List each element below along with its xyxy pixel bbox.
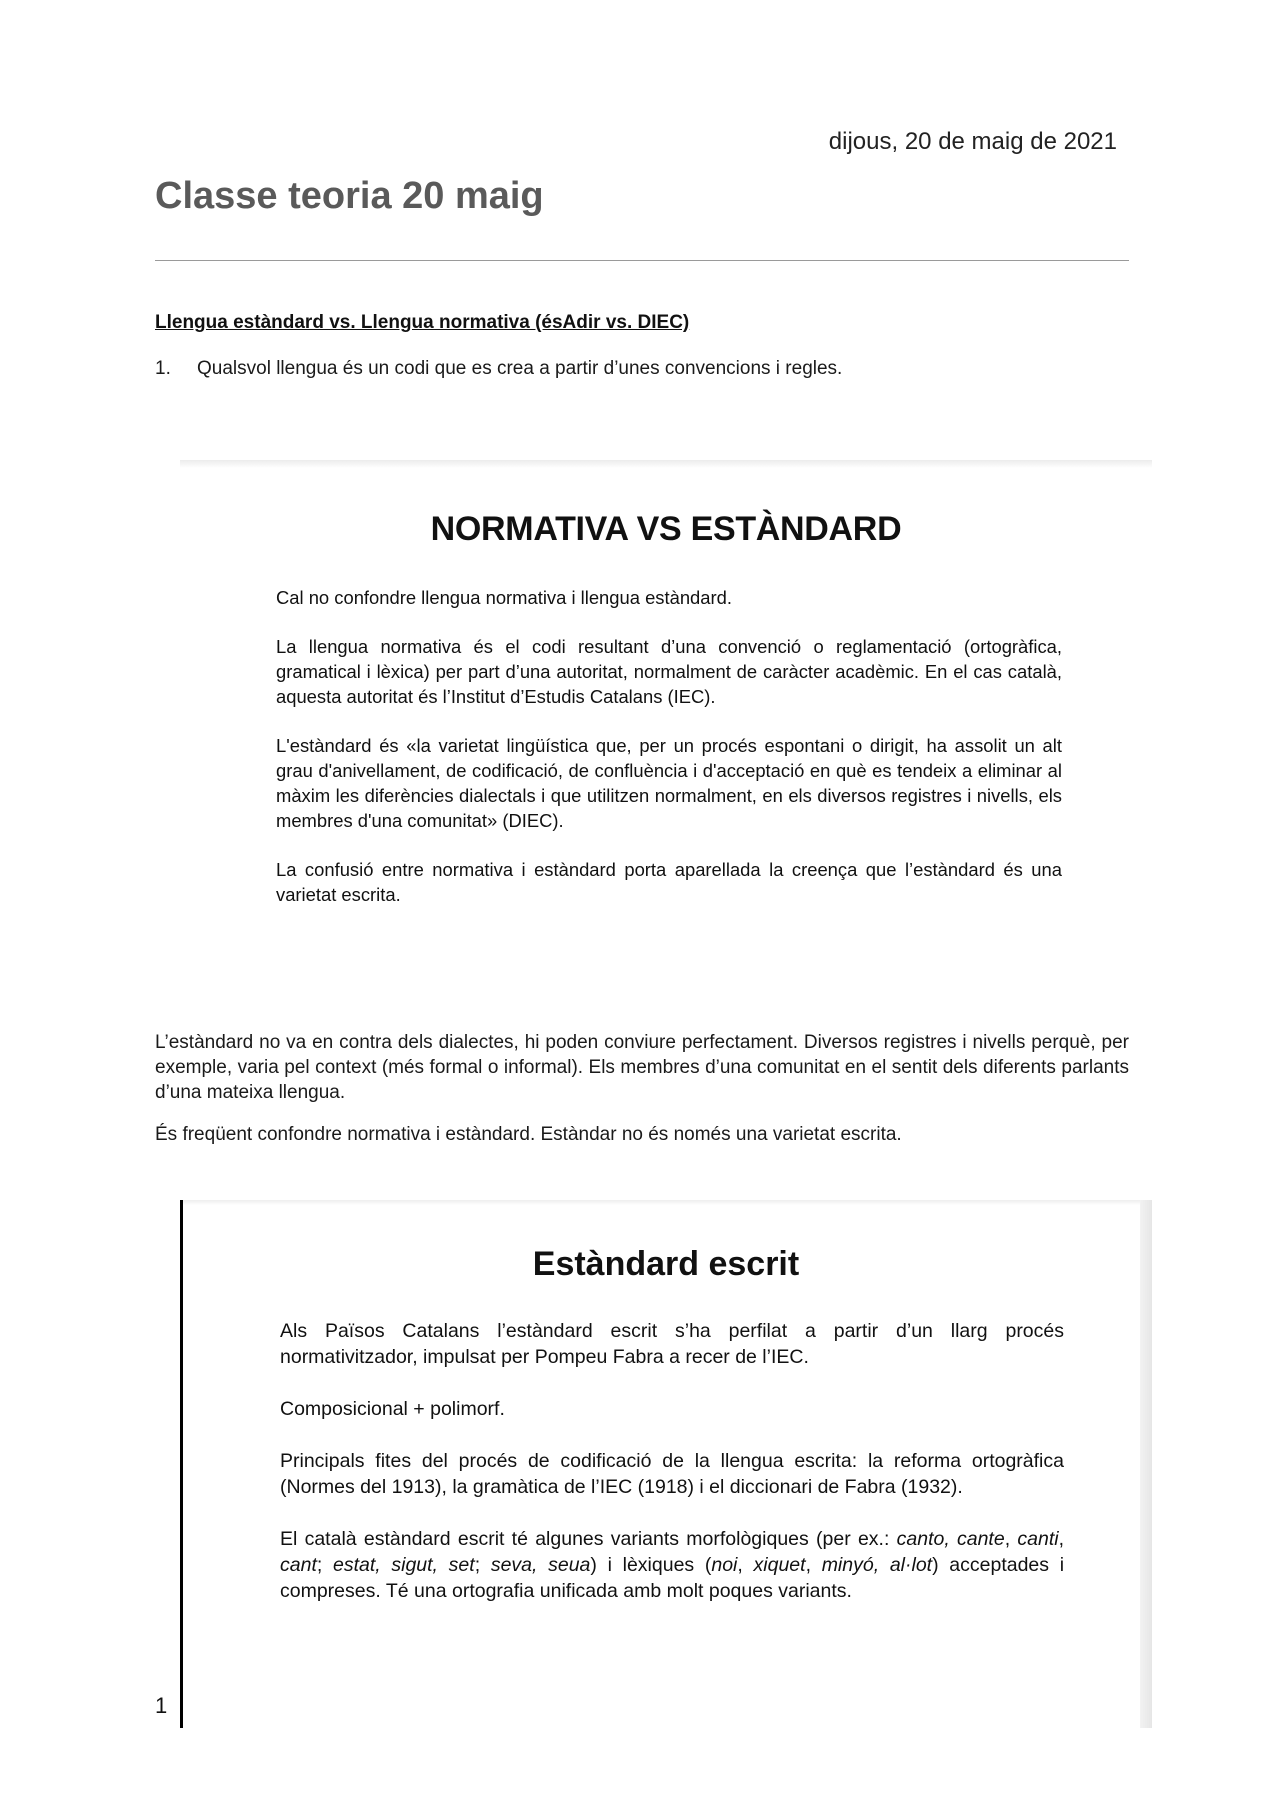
text-run: ; xyxy=(316,1554,333,1576)
page-number: 1 xyxy=(155,1693,168,1718)
slide-paragraph: La llengua normativa és el codi resultant d’una convenció o reglamentació (ortogràfica, gramatical i lèxica) per part d’una autoritat, normalment de caràcter acadèmic. En el cas català, aquesta autoritat és l’Institut d’Estudis Catalans (IEC). xyxy=(276,636,1062,707)
slide-paragraph: Als Països Catalans l’estàndard escrit s’ha perfilat a partir d’un llarg procés normativitzador, impulsat per Pompeu Fabra a recer de l’IEC. xyxy=(280,1320,1064,1368)
slide-image-normativa-vs-estandard xyxy=(180,460,1152,910)
list-item-text: Qualsvol llengua és un codi que es crea a partir d’unes convencions i regles. xyxy=(197,358,843,379)
list-item xyxy=(155,358,842,380)
page-title: Classe teoria 20 maig xyxy=(155,175,544,217)
notes-paragraph: És freqüent confondre normativa i estàndard. Estàndar no és només una varietat escrita. xyxy=(155,1124,902,1145)
slide-body xyxy=(276,585,1062,931)
slide-paragraph: Composicional + polimorf. xyxy=(280,1398,505,1420)
italic-example: xiquet xyxy=(753,1554,806,1576)
notes-paragraph: L’estàndard no va en contra dels dialectes, hi poden conviure perfectament. Diversos registres i nivells perquè, per exemple, varia pel context (més formal o informal). Els membres d’una comunitat en el sentit dels diferents parlants d’una mateixa llengua. xyxy=(155,1032,1129,1103)
slide-paragraph: Principals fites del procés de codificació de la llengua escrita: la reforma ortogràfica (Normes del 1913), la gramàtica de l’IEC (1918) i el diccionari de Fabra (1932). xyxy=(280,1450,1064,1498)
slide-top-edge xyxy=(180,460,1152,468)
notes-block xyxy=(155,1030,1129,1164)
slide-paragraph: L'estàndard és «la varietat lingüística que, per un procés espontani o dirigit, ha assolit un alt grau d'anivellament, de codificació, de confluència i d'acceptació en què es tendeix a eliminar al màxim les diferències dialectals i que utilitzen normalment, en els diversos registres i nivells, els membres d'una comunitat» (DIEC). xyxy=(276,735,1062,831)
text-run: ; xyxy=(474,1554,491,1576)
section-heading: Llengua estàndard vs. Llengua normativa (ésAdir vs. DIEC) xyxy=(155,312,690,333)
slide-image-estandard-escrit xyxy=(180,1200,1152,1728)
italic-example: estat, sigut, set xyxy=(332,1554,475,1576)
italic-example: canto, cante xyxy=(896,1528,1005,1550)
text-run: ) acceptades i compreses. Té una ortografia unificada amb molt poques variants. xyxy=(280,1554,1065,1602)
text-run: , xyxy=(737,1554,754,1576)
slide-paragraph: La confusió entre normativa i estàndard porta aparellada la creença que l’estàndard és una varietat escrita. xyxy=(276,859,1062,905)
slide-top-edge xyxy=(183,1200,1140,1205)
list-item-number: 1. xyxy=(155,358,171,379)
italic-example: seva, seua xyxy=(490,1554,591,1576)
slide-title: Estàndard escrit xyxy=(532,1245,800,1283)
slide-body xyxy=(280,1318,1064,1630)
italic-example: cant xyxy=(280,1554,317,1576)
text-run: , xyxy=(805,1554,822,1576)
italic-example: noi xyxy=(711,1554,738,1576)
slide-paragraph: Cal no confondre llengua normativa i llengua estàndard. xyxy=(276,587,732,608)
text-run: , xyxy=(1004,1528,1018,1550)
text-run: , xyxy=(1058,1528,1064,1550)
text-run: El català estàndard escrit té algunes variants morfològiques (per ex.: xyxy=(280,1528,897,1550)
document-date: dijous, 20 de maig de 2021 xyxy=(828,128,1117,155)
italic-example: canti xyxy=(1017,1528,1059,1550)
slide-title: NORMATIVA VS ESTÀNDARD xyxy=(430,510,902,548)
text-run: ) i lèxiques ( xyxy=(590,1554,712,1576)
title-divider xyxy=(155,260,1129,261)
italic-example: minyó, al·lot xyxy=(821,1554,933,1576)
slide-paragraph-variants xyxy=(280,1526,1064,1604)
